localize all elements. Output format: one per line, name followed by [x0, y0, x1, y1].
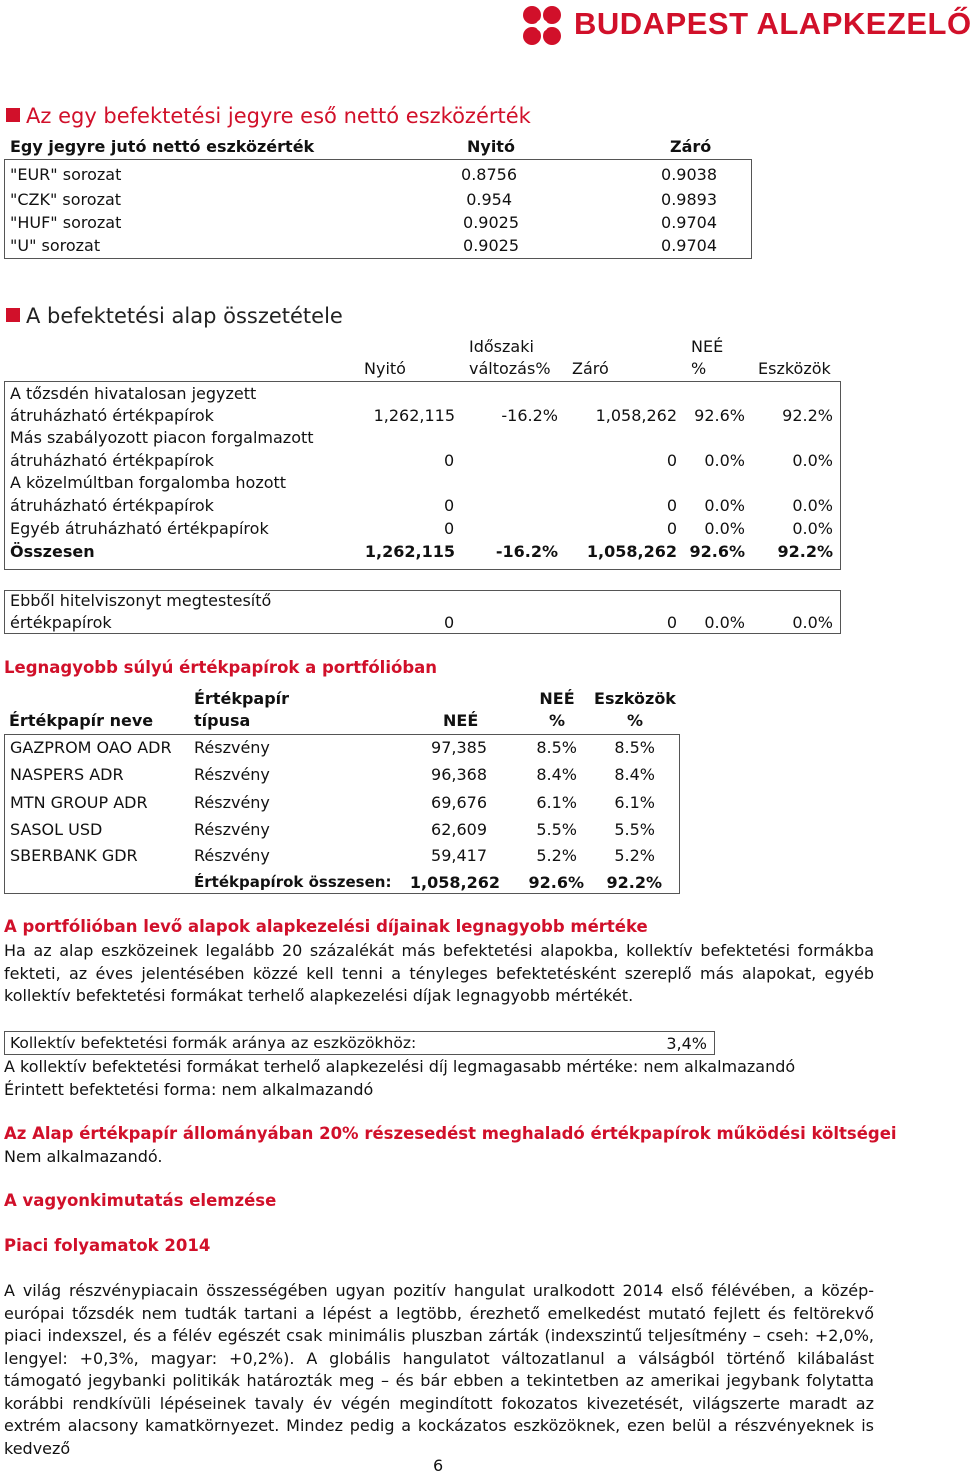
composition-title: A befektetési alap összetétele	[6, 304, 343, 328]
nav-col-close: Záró	[670, 137, 712, 156]
holdings-header-assets-1: Eszközök	[594, 689, 676, 708]
operating-costs-text: Nem alkalmazandó.	[4, 1147, 163, 1166]
holdings-title: Legnagyobb súlyú értékpapírok a portfólióban	[4, 658, 438, 677]
analysis-subtitle: Piaci folyamatok 2014	[4, 1236, 211, 1255]
comp-header-change-1: Időszaki	[469, 337, 534, 356]
holdings-header-name: Értékpapír neve	[9, 711, 154, 730]
holdings-table-box	[4, 734, 680, 894]
fees-ratio-label: Kollektív befektetési formák aránya az eszközökhöz:	[10, 1034, 417, 1052]
brand-name: BUDAPEST ALAPKEZELŐ	[574, 6, 972, 41]
brand-logo-icon	[518, 2, 568, 50]
brand-logo	[518, 2, 972, 50]
holdings-header-nee: NEÉ	[443, 711, 479, 730]
holdings-header-assets-2: %	[626, 711, 644, 730]
fees-paragraph: Ha az alap eszközeinek legalább 20 százalékát más befektetési alapokba, kollektív befektetési formákba fekteti, az éves jelentésében közzé kell tenni a tényleges befektetésként szereplő más alapokat, egyéb kollektív befektetési formákat terhelő alapkezelési díjak legnagyobb mértékét.	[4, 941, 874, 1005]
holdings-header-nee-pct-1: NEÉ	[539, 689, 575, 708]
nav-section-title: Az egy befektetési jegyre eső nettó eszközérték	[6, 104, 531, 128]
analysis-title: A vagyonkimutatás elemzése	[4, 1191, 277, 1210]
nav-col-name: Egy jegyre jutó nettó eszközérték	[10, 137, 315, 156]
comp-header-close: Záró	[572, 359, 609, 378]
comp-header-assets: Eszközök	[758, 359, 831, 378]
page-number: 6	[433, 1456, 444, 1475]
fees-ratio-value: 3,4%	[666, 1034, 707, 1053]
fees-max-fee-line: A kollektív befektetési formákat terhelő alapkezelési díj legmagasabb mértéke: nem alkalmazandó	[4, 1057, 796, 1076]
bullet-square-icon	[6, 108, 20, 122]
comp-header-nee-2: %	[691, 359, 707, 378]
comp-header-change-2: változás%	[469, 359, 551, 378]
holdings-header-type-2: típusa	[194, 711, 251, 730]
comp-header-nee-1: NEÉ	[691, 337, 724, 356]
nav-col-open: Nyitó	[467, 137, 515, 156]
analysis-paragraph: A világ részvénypiacain összességében ugyan pozitív hangulat uralkodott 2014 első félévében, a közép-európai tőzsdék nem tudták tartani a lépést a legtöbb, érezhető emelkedést mutató fejlett és feltörekvő piaci indexszel, és a félév egészét csak minimális pluszban zárták (indexszintű teljesítmény – cseh: +2,0%, lengyel: +0,3%, magyar: +0,2%). A globális hangulatot változatlanul a válságból történő kilábalást támogató jegybanki politikák határozták meg – és bár ebben a tekintetben az amerikai jegybank folytatta korábbi rendkívüli lépéseinek tavaly év végén megindított fokozatos kivezetését, világszerte maradt az extrém alacsony kamatkörnyezet. Mindez pedig a kockázatos eszközöknek, ezen belül a részvényeknek is kedvező	[4, 1281, 874, 1458]
operating-costs-title: Az Alap értékpapír állományában 20% részesedést meghaladó értékpapírok működési költségei	[4, 1124, 897, 1143]
holdings-header-type-1: Értékpapír	[194, 689, 290, 708]
comp-header-open: Nyitó	[364, 359, 406, 378]
holdings-header-nee-pct-2: %	[548, 711, 566, 730]
bullet-square-icon	[6, 308, 20, 322]
fees-affected-line: Érintett befektetési forma: nem alkalmazandó	[4, 1080, 374, 1099]
fees-title: A portfólióban levő alapok alapkezelési díjainak legnagyobb mértéke	[4, 917, 648, 936]
